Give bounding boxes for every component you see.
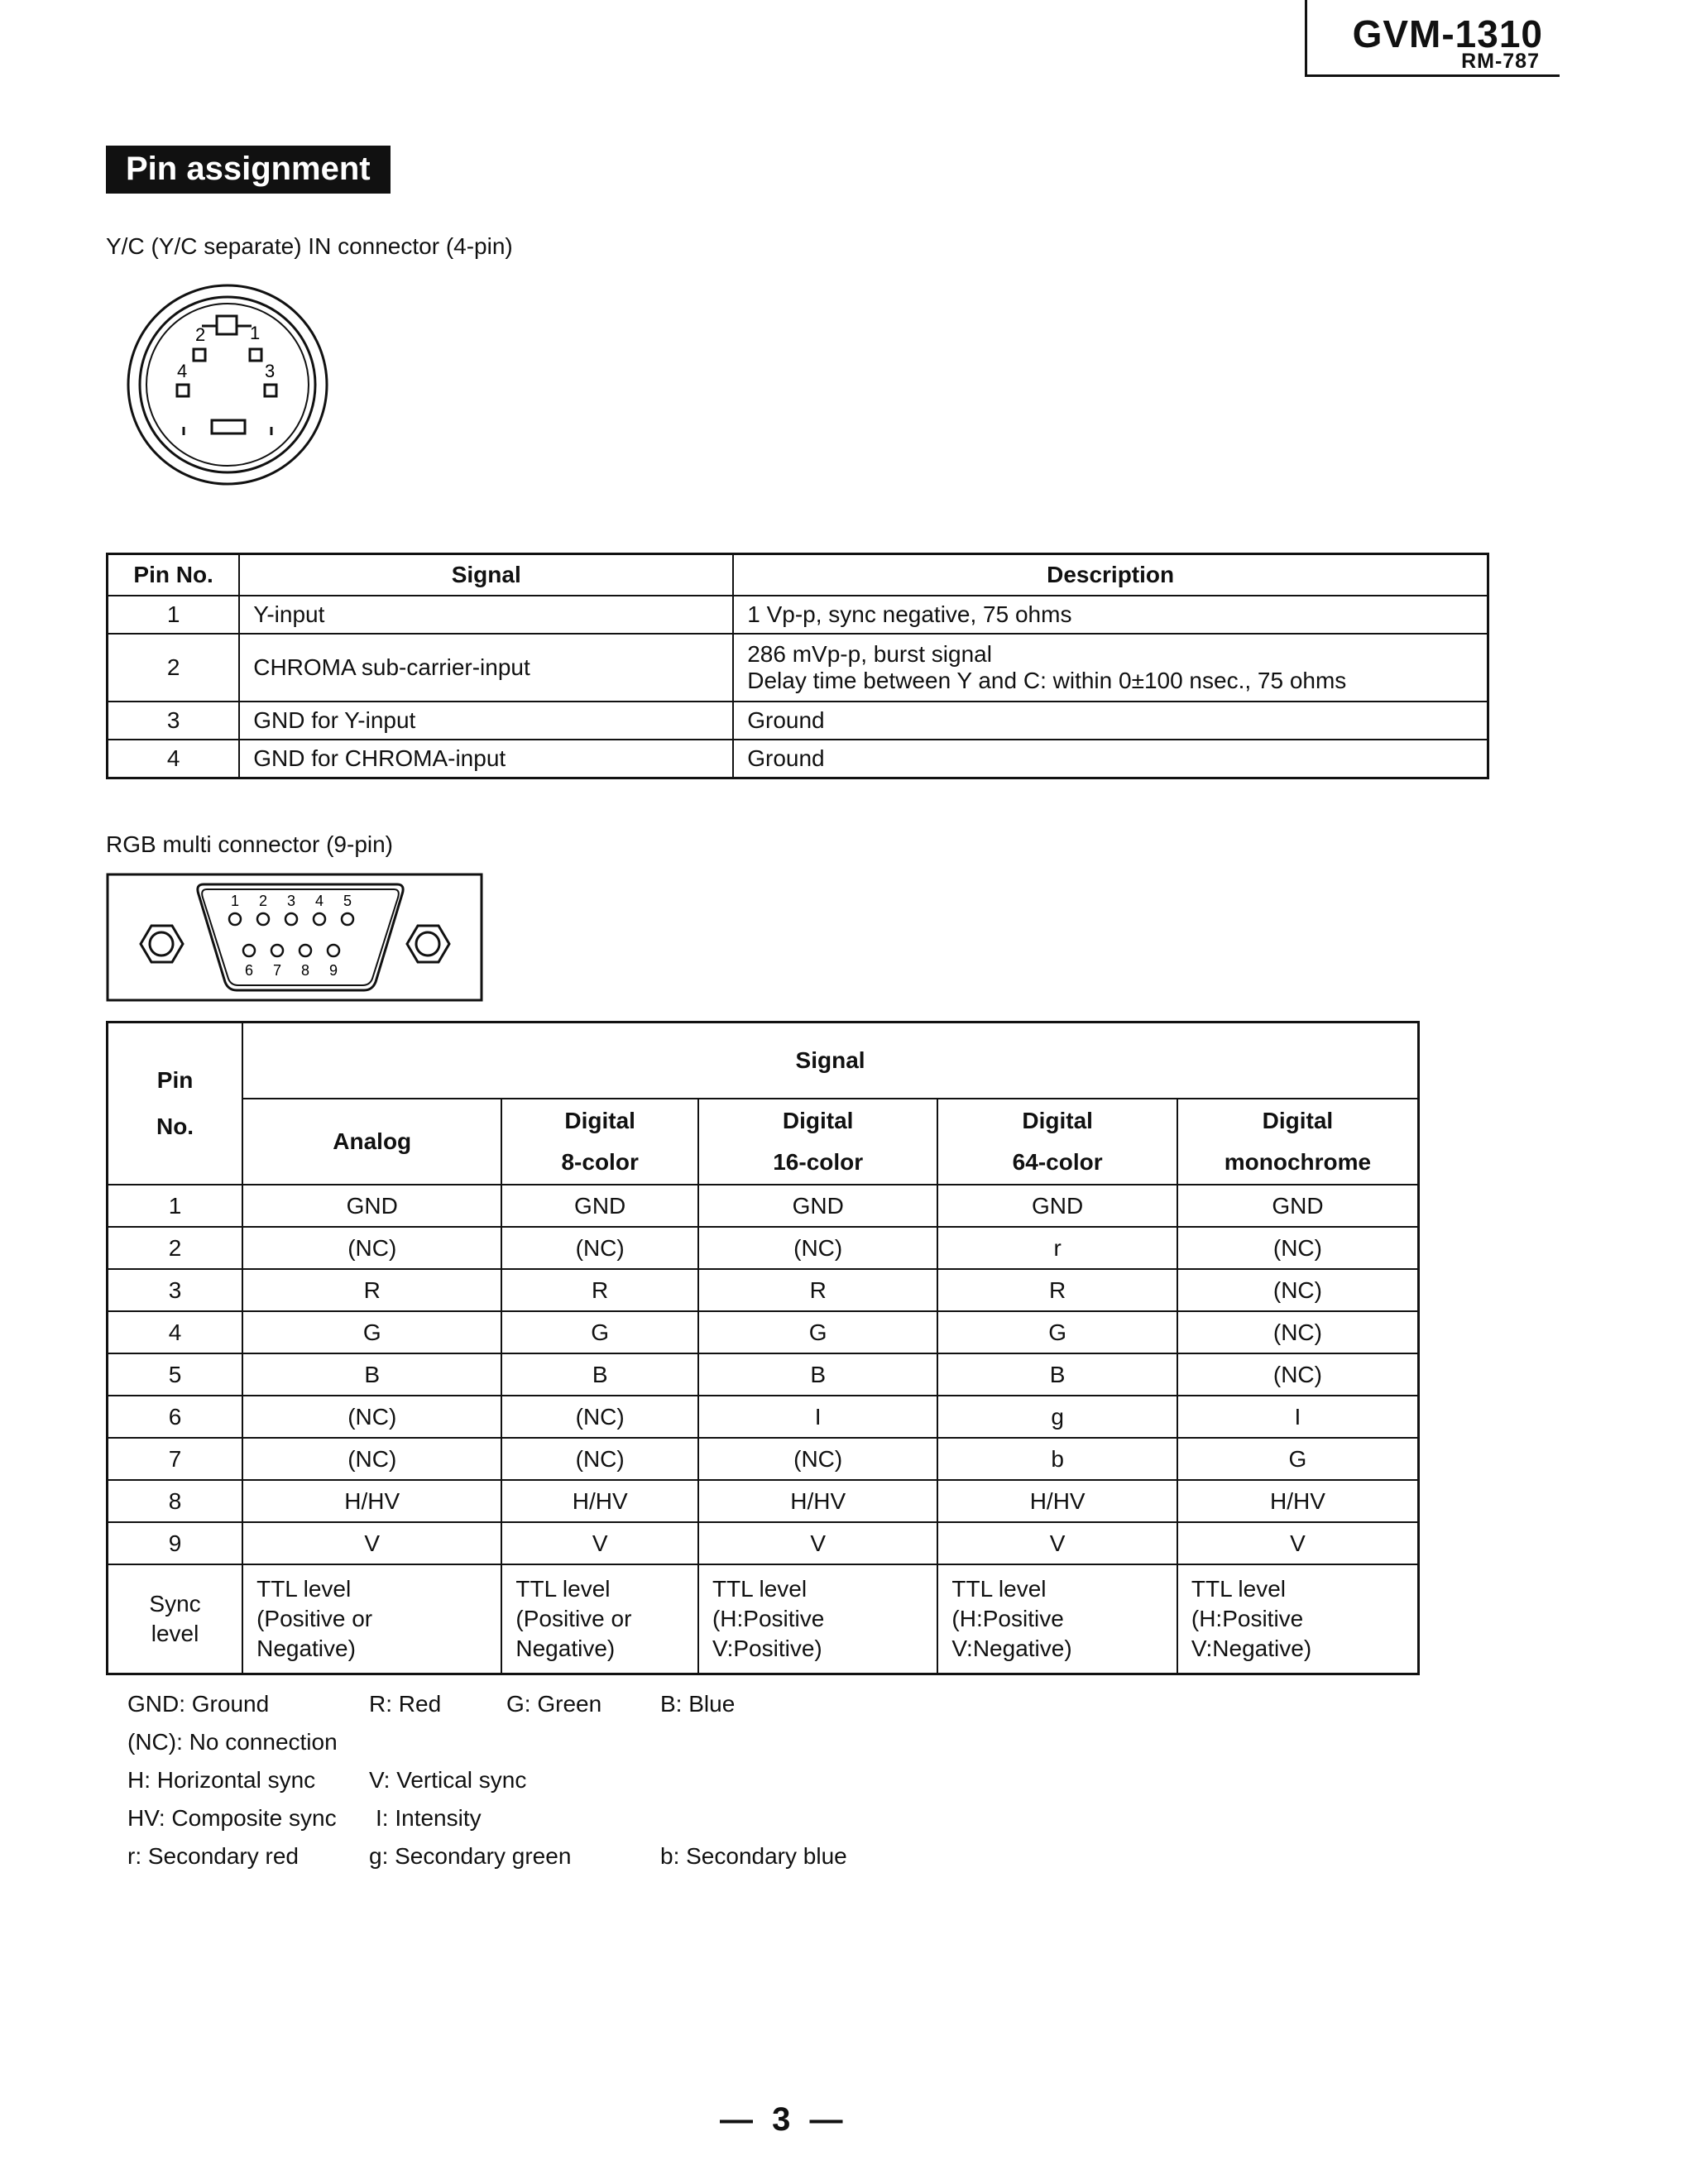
signal-cell: (NC)	[501, 1438, 698, 1480]
signal-cell: R	[501, 1269, 698, 1311]
signal-cell: G	[937, 1311, 1177, 1353]
pin-number: 2	[108, 634, 240, 702]
rgb-pin-1-label: 1	[230, 893, 240, 909]
signal-cell: G	[1177, 1438, 1419, 1480]
table-header-row	[108, 554, 1488, 596]
legend-v: V: Vertical sync	[369, 1767, 527, 1793]
yc-pin-2-label: 2	[195, 324, 206, 345]
rgb-pin-3-label: 3	[286, 893, 296, 909]
yc-connector-diagram	[124, 281, 339, 496]
description-cell: Ground	[733, 702, 1488, 740]
signal-cell: G	[698, 1311, 937, 1353]
sync-level-row	[108, 1564, 1419, 1674]
table-row	[108, 1438, 1419, 1480]
signal-cell: B	[242, 1353, 501, 1396]
section-title: Pin assignment	[106, 146, 391, 194]
pin-number: 4	[108, 1311, 243, 1353]
table-row	[108, 1269, 1419, 1311]
rgb-pin-8-label: 8	[300, 962, 310, 979]
signal-cell: (NC)	[242, 1438, 501, 1480]
rgb-connector-diagram	[106, 873, 486, 1005]
pin-number: 2	[108, 1227, 243, 1269]
table-row	[108, 1185, 1419, 1227]
pin-number: 9	[108, 1522, 243, 1564]
sync-level-cell: TTL level (H:Positive V:Negative)	[1177, 1564, 1419, 1674]
signal-cell: H/HV	[698, 1480, 937, 1522]
column-header-pin	[108, 1023, 243, 1185]
signal-cell: GND	[242, 1185, 501, 1227]
column-header-monochrome: Digital monochrome	[1177, 1099, 1419, 1185]
pin-number: 3	[108, 702, 240, 740]
rgb-pin-4-label: 4	[314, 893, 324, 909]
legend-i: I: Intensity	[376, 1805, 482, 1831]
pin-header-line: No.	[156, 1114, 194, 1139]
description-line: 286 mVp-p, burst signal	[747, 641, 992, 667]
description-cell: 1 Vp-p, sync negative, 75 ohms	[733, 596, 1488, 634]
rgb-table-body	[108, 1185, 1419, 1564]
table-row	[108, 1353, 1419, 1396]
description-cell: Ground	[733, 740, 1488, 778]
signal-cell: (NC)	[501, 1227, 698, 1269]
rgb-pin-2-label: 2	[258, 893, 268, 909]
table-row	[108, 596, 1488, 634]
rgb-pin-table	[106, 1021, 1420, 1675]
signal-cell: V	[242, 1522, 501, 1564]
table-row	[108, 1480, 1419, 1522]
legend-secondary-green: g: Secondary green	[369, 1843, 572, 1869]
legend-gnd: GND: Ground	[127, 1691, 270, 1717]
signal-cell: r	[937, 1227, 1177, 1269]
column-header-8-color: Digital 8-color	[501, 1099, 698, 1185]
page-number: — 3 —	[720, 2101, 848, 2138]
signal-cell: (NC)	[501, 1396, 698, 1438]
sync-level-label: Sync level	[108, 1564, 243, 1674]
column-header-analog: Analog	[242, 1099, 501, 1185]
legend-nc: (NC): No connection	[127, 1729, 338, 1755]
signal-cell: B	[698, 1353, 937, 1396]
signal-cell: V	[1177, 1522, 1419, 1564]
signal-cell: (NC)	[698, 1227, 937, 1269]
signal-cell: GND	[1177, 1185, 1419, 1227]
column-header-64-color: Digital 64-color	[937, 1099, 1177, 1185]
pin-number: 1	[108, 1185, 243, 1227]
table-row	[108, 740, 1488, 778]
pin-number: 8	[108, 1480, 243, 1522]
rgb-pin-5-label: 5	[343, 893, 352, 909]
sync-level-cell: TTL level (Positive or Negative)	[501, 1564, 698, 1674]
yc-connector-caption: Y/C (Y/C separate) IN connector (4-pin)	[106, 233, 513, 259]
legend-hv: HV: Composite sync	[127, 1805, 337, 1831]
yc-pin-4-label: 4	[177, 361, 188, 381]
legend-secondary-blue: b: Secondary blue	[660, 1843, 847, 1869]
description-line: Delay time between Y and C: within 0±100 nsec., 75 ohms	[747, 668, 1347, 693]
signal-cell: I	[698, 1396, 937, 1438]
signal-cell: B	[937, 1353, 1177, 1396]
table-subheader-row	[108, 1099, 1419, 1185]
column-header-signal: Signal	[242, 1023, 1418, 1099]
sync-level-cell: TTL level (H:Positive V:Positive)	[698, 1564, 937, 1674]
signal-cell: (NC)	[1177, 1311, 1419, 1353]
table-header-row	[108, 1023, 1419, 1099]
column-header-description: Description	[733, 554, 1488, 596]
signal-cell: G	[242, 1311, 501, 1353]
pin-number: 7	[108, 1438, 243, 1480]
signal-cell: H/HV	[501, 1480, 698, 1522]
signal-cell: R	[242, 1269, 501, 1311]
signal-cell: GND	[937, 1185, 1177, 1227]
signal-cell: B	[501, 1353, 698, 1396]
rgb-pin-7-label: 7	[272, 962, 282, 979]
pin-number: 3	[108, 1269, 243, 1311]
table-row	[108, 1522, 1419, 1564]
signal-cell: g	[937, 1396, 1177, 1438]
yc-pin-3-label: 3	[265, 361, 276, 381]
signal-cell: Y-input	[239, 596, 733, 634]
table-row	[108, 1396, 1419, 1438]
description-cell	[733, 634, 1488, 702]
signal-cell: b	[937, 1438, 1177, 1480]
submodel-number: RM-787	[1461, 50, 1540, 73]
yc-pin-1-label: 1	[250, 323, 261, 343]
legend-b: B: Blue	[660, 1691, 736, 1717]
signal-cell: V	[937, 1522, 1177, 1564]
sync-level-cell: TTL level (H:Positive V:Negative)	[937, 1564, 1177, 1674]
legend-h: H: Horizontal sync	[127, 1767, 316, 1793]
yc-pin-table	[106, 553, 1489, 779]
signal-cell: GND for Y-input	[239, 702, 733, 740]
signal-cell: H/HV	[1177, 1480, 1419, 1522]
signal-cell: (NC)	[1177, 1269, 1419, 1311]
model-header	[1305, 0, 1560, 77]
signal-cell: (NC)	[1177, 1353, 1419, 1396]
signal-cell: I	[1177, 1396, 1419, 1438]
pin-header-line: Pin	[156, 1067, 194, 1093]
table-row	[108, 1227, 1419, 1269]
signal-cell: G	[501, 1311, 698, 1353]
signal-cell: R	[698, 1269, 937, 1311]
signal-cell: V	[698, 1522, 937, 1564]
table-row	[108, 702, 1488, 740]
model-number: GVM-1310	[1352, 12, 1543, 55]
sync-level-cell: TTL level (Positive or Negative)	[242, 1564, 501, 1674]
signal-cell: (NC)	[698, 1438, 937, 1480]
column-header-pin: Pin No.	[108, 554, 240, 596]
signal-cell: R	[937, 1269, 1177, 1311]
legend-r: R: Red	[369, 1691, 442, 1717]
signal-cell: H/HV	[937, 1480, 1177, 1522]
pin-number: 1	[108, 596, 240, 634]
pin-number: 6	[108, 1396, 243, 1438]
signal-cell: GND for CHROMA-input	[239, 740, 733, 778]
legend-g: G: Green	[506, 1691, 602, 1717]
rgb-pin-9-label: 9	[328, 962, 338, 979]
pin-number: 5	[108, 1353, 243, 1396]
signal-cell: (NC)	[242, 1227, 501, 1269]
signal-cell: CHROMA sub-carrier-input	[239, 634, 733, 702]
signal-cell: GND	[698, 1185, 937, 1227]
rgb-pin-6-label: 6	[244, 962, 254, 979]
column-header-16-color: Digital 16-color	[698, 1099, 937, 1185]
table-row	[108, 1311, 1419, 1353]
signal-cell: V	[501, 1522, 698, 1564]
pin-number: 4	[108, 740, 240, 778]
column-header-signal: Signal	[239, 554, 733, 596]
signal-cell: GND	[501, 1185, 698, 1227]
rgb-connector-caption: RGB multi connector (9-pin)	[106, 831, 394, 857]
signal-cell: H/HV	[242, 1480, 501, 1522]
table-row	[108, 634, 1488, 702]
legend-secondary-red: r: Secondary red	[127, 1843, 299, 1869]
signal-cell: (NC)	[242, 1396, 501, 1438]
signal-cell: (NC)	[1177, 1227, 1419, 1269]
